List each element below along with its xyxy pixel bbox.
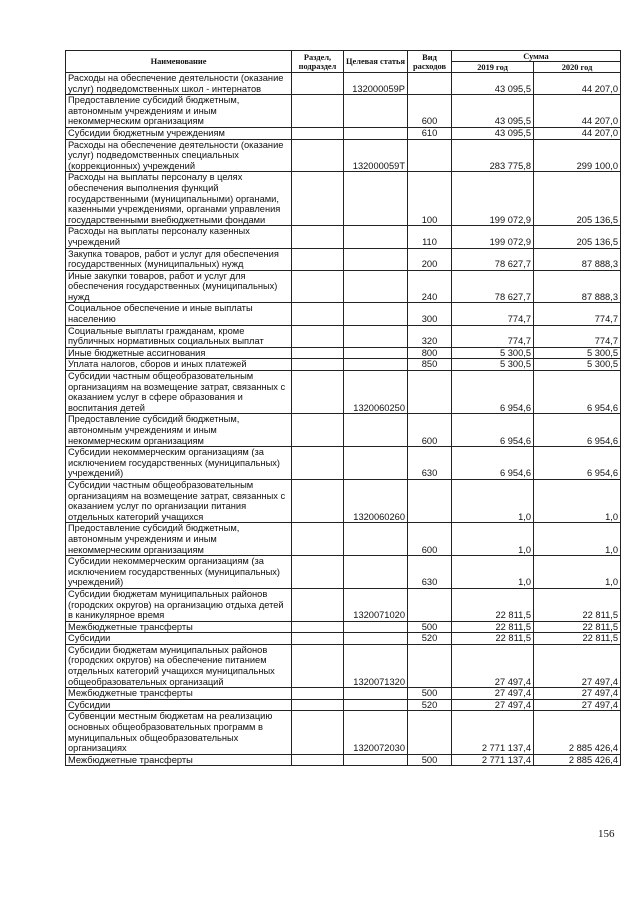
cell-razdel xyxy=(292,414,344,447)
cell-2019: 283 775,8 xyxy=(452,139,534,172)
cell-2020: 2 885 426,4 xyxy=(534,711,621,754)
cell-statya xyxy=(344,248,408,270)
cell-2019: 1,0 xyxy=(452,556,534,589)
cell-2020: 5 300,5 xyxy=(534,359,621,371)
cell-razdel xyxy=(292,371,344,414)
cell-name: Межбюджетные трансферты xyxy=(66,688,292,700)
budget-table xyxy=(65,50,621,766)
cell-statya xyxy=(344,447,408,480)
cell-statya xyxy=(344,414,408,447)
cell-name: Субсидии бюджетным учреждениям xyxy=(66,127,292,139)
cell-razdel xyxy=(292,73,344,95)
cell-razdel xyxy=(292,621,344,633)
cell-vid xyxy=(408,371,452,414)
cell-statya xyxy=(344,325,408,347)
cell-razdel xyxy=(292,139,344,172)
cell-2020: 44 207,0 xyxy=(534,73,621,95)
cell-2020: 5 300,5 xyxy=(534,347,621,359)
cell-name: Субсидии частным общеобразовательным организациям на возмещение затрат, связанных с оказанием услуг в сфере образования и воспитания детей xyxy=(66,371,292,414)
cell-2019: 78 627,7 xyxy=(452,270,534,303)
cell-2020: 205 136,5 xyxy=(534,172,621,226)
cell-statya xyxy=(344,347,408,359)
cell-name: Предоставление субсидий бюджетным, автономным учреждениям и иным некоммерческим организациям xyxy=(66,414,292,447)
cell-razdel xyxy=(292,95,344,128)
cell-razdel xyxy=(292,359,344,371)
cell-statya: 1320071320 xyxy=(344,644,408,687)
cell-vid: 520 xyxy=(408,699,452,711)
cell-statya: 1320060250 xyxy=(344,371,408,414)
cell-razdel xyxy=(292,688,344,700)
cell-2020: 1,0 xyxy=(534,523,621,556)
cell-name: Расходы на выплаты персоналу казенных учреждений xyxy=(66,226,292,248)
table-row xyxy=(66,73,621,95)
cell-2019: 2 771 137,4 xyxy=(452,754,534,766)
cell-razdel xyxy=(292,270,344,303)
cell-statya xyxy=(344,303,408,325)
cell-statya: 1320060260 xyxy=(344,479,408,522)
cell-2020: 27 497,4 xyxy=(534,688,621,700)
cell-vid: 100 xyxy=(408,172,452,226)
cell-2020: 87 888,3 xyxy=(534,270,621,303)
cell-name: Расходы на выплаты персоналу в целях обеспечения выполнения функций государственными (муниципальными) органами, казенными учреждениями, органами управления государственными внебюджетными фондами xyxy=(66,172,292,226)
table-row xyxy=(66,621,621,633)
cell-statya xyxy=(344,688,408,700)
cell-statya xyxy=(344,359,408,371)
cell-statya xyxy=(344,699,408,711)
cell-2020: 6 954,6 xyxy=(534,447,621,480)
cell-vid: 240 xyxy=(408,270,452,303)
table-row xyxy=(66,523,621,556)
cell-razdel xyxy=(292,754,344,766)
table-row xyxy=(66,754,621,766)
cell-razdel xyxy=(292,523,344,556)
table-row xyxy=(66,371,621,414)
cell-2020: 6 954,6 xyxy=(534,371,621,414)
cell-2019: 43 095,5 xyxy=(452,95,534,128)
cell-razdel xyxy=(292,347,344,359)
cell-2019: 22 811,5 xyxy=(452,588,534,621)
cell-name: Субсидии частным общеобразовательным организациям на возмещение затрат, связанных с оказанием услуг по организации питания отдельных категорий учащихся xyxy=(66,479,292,522)
table-row xyxy=(66,139,621,172)
cell-2020: 1,0 xyxy=(534,479,621,522)
cell-razdel xyxy=(292,325,344,347)
cell-2019: 2 771 137,4 xyxy=(452,711,534,754)
cell-name: Субсидии некоммерческим организациям (за исключением государственных (муниципальных) учреждений) xyxy=(66,556,292,589)
cell-2020: 1,0 xyxy=(534,556,621,589)
cell-statya: 1320071020 xyxy=(344,588,408,621)
cell-razdel xyxy=(292,479,344,522)
cell-vid: 500 xyxy=(408,621,452,633)
table-row xyxy=(66,95,621,128)
cell-name: Межбюджетные трансферты xyxy=(66,754,292,766)
cell-name: Расходы на обеспечение деятельности (оказание услуг) подведомственных школ - интернатов xyxy=(66,73,292,95)
cell-vid: 610 xyxy=(408,127,452,139)
cell-statya xyxy=(344,127,408,139)
cell-name: Закупка товаров, работ и услуг для обеспечения государственных (муниципальных) нужд xyxy=(66,248,292,270)
cell-2020: 44 207,0 xyxy=(534,95,621,128)
cell-2020: 774,7 xyxy=(534,303,621,325)
table-row xyxy=(66,127,621,139)
cell-statya xyxy=(344,523,408,556)
cell-2020: 22 811,5 xyxy=(534,588,621,621)
cell-vid: 600 xyxy=(408,414,452,447)
cell-name: Предоставление субсидий бюджетным, автономным учреждениям и иным некоммерческим организациям xyxy=(66,95,292,128)
cell-name: Иные бюджетные ассигнования xyxy=(66,347,292,359)
cell-razdel xyxy=(292,447,344,480)
cell-2019: 5 300,5 xyxy=(452,347,534,359)
table-row xyxy=(66,172,621,226)
cell-2020: 6 954,6 xyxy=(534,414,621,447)
table-row xyxy=(66,248,621,270)
cell-name: Субсидии xyxy=(66,699,292,711)
cell-2019: 6 954,6 xyxy=(452,414,534,447)
table-row xyxy=(66,325,621,347)
table-row xyxy=(66,556,621,589)
table-row xyxy=(66,303,621,325)
cell-2020: 205 136,5 xyxy=(534,226,621,248)
cell-vid: 320 xyxy=(408,325,452,347)
table-row xyxy=(66,699,621,711)
cell-vid: 850 xyxy=(408,359,452,371)
header-statya: Целевая статья xyxy=(344,51,408,73)
cell-2019: 774,7 xyxy=(452,325,534,347)
table-row xyxy=(66,447,621,480)
header-year-2020: 2020 год xyxy=(534,62,621,73)
cell-vid xyxy=(408,644,452,687)
cell-razdel xyxy=(292,226,344,248)
cell-statya xyxy=(344,172,408,226)
cell-vid: 520 xyxy=(408,633,452,645)
cell-2019: 1,0 xyxy=(452,523,534,556)
header-razdel: Раздел, подраздел xyxy=(292,51,344,73)
cell-name: Субсидии xyxy=(66,633,292,645)
cell-name: Уплата налогов, сборов и иных платежей xyxy=(66,359,292,371)
table-row xyxy=(66,226,621,248)
cell-2019: 22 811,5 xyxy=(452,621,534,633)
cell-name: Социальное обеспечение и иные выплаты населению xyxy=(66,303,292,325)
page-number: 156 xyxy=(598,828,615,840)
cell-vid: 630 xyxy=(408,447,452,480)
header-vid: Вид расходов xyxy=(408,51,452,73)
table-row xyxy=(66,479,621,522)
cell-2020: 22 811,5 xyxy=(534,621,621,633)
cell-2019: 27 497,4 xyxy=(452,699,534,711)
cell-2020: 27 497,4 xyxy=(534,644,621,687)
cell-statya xyxy=(344,754,408,766)
cell-vid: 300 xyxy=(408,303,452,325)
cell-vid xyxy=(408,73,452,95)
cell-statya: 132000059Т xyxy=(344,139,408,172)
cell-2020: 2 885 426,4 xyxy=(534,754,621,766)
cell-statya xyxy=(344,633,408,645)
cell-razdel xyxy=(292,588,344,621)
cell-statya: 132000059Р xyxy=(344,73,408,95)
cell-razdel xyxy=(292,172,344,226)
table-row xyxy=(66,347,621,359)
cell-2020: 87 888,3 xyxy=(534,248,621,270)
cell-2020: 299 100,0 xyxy=(534,139,621,172)
table-row xyxy=(66,688,621,700)
table-row xyxy=(66,711,621,754)
cell-2020: 27 497,4 xyxy=(534,699,621,711)
cell-name: Расходы на обеспечение деятельности (оказание услуг) подведомственных специальных (коррекционных) учреждений xyxy=(66,139,292,172)
cell-2019: 22 811,5 xyxy=(452,633,534,645)
table-row xyxy=(66,588,621,621)
cell-vid: 630 xyxy=(408,556,452,589)
cell-razdel xyxy=(292,556,344,589)
cell-2020: 22 811,5 xyxy=(534,633,621,645)
cell-razdel xyxy=(292,633,344,645)
table-row xyxy=(66,414,621,447)
cell-name: Субсидии некоммерческим организациям (за исключением государственных (муниципальных) учреждений) xyxy=(66,447,292,480)
cell-statya xyxy=(344,226,408,248)
cell-razdel xyxy=(292,644,344,687)
cell-razdel xyxy=(292,699,344,711)
cell-vid: 110 xyxy=(408,226,452,248)
cell-vid: 500 xyxy=(408,688,452,700)
table-body xyxy=(66,73,621,766)
cell-vid: 500 xyxy=(408,754,452,766)
cell-2019: 5 300,5 xyxy=(452,359,534,371)
cell-razdel xyxy=(292,248,344,270)
cell-statya xyxy=(344,95,408,128)
cell-2019: 774,7 xyxy=(452,303,534,325)
header-year-2019: 2019 год xyxy=(452,62,534,73)
cell-vid: 600 xyxy=(408,523,452,556)
cell-razdel xyxy=(292,127,344,139)
table-header xyxy=(66,51,621,73)
cell-name: Субсидии бюджетам муниципальных районов (городских округов) на обеспечение питанием отдельных категорий учащихся муниципальных общеобразовательных организаций xyxy=(66,644,292,687)
cell-vid xyxy=(408,711,452,754)
cell-name: Межбюджетные трансферты xyxy=(66,621,292,633)
cell-statya xyxy=(344,556,408,589)
table-row xyxy=(66,359,621,371)
table-row xyxy=(66,270,621,303)
cell-razdel xyxy=(292,303,344,325)
table-row xyxy=(66,644,621,687)
cell-2019: 199 072,9 xyxy=(452,172,534,226)
cell-2019: 1,0 xyxy=(452,479,534,522)
cell-2019: 6 954,6 xyxy=(452,447,534,480)
cell-2019: 27 497,4 xyxy=(452,688,534,700)
cell-vid: 200 xyxy=(408,248,452,270)
cell-vid xyxy=(408,479,452,522)
header-summa: Сумма xyxy=(452,51,621,62)
cell-name: Субсидии бюджетам муниципальных районов (городских округов) на организацию отдыха детей в каникулярное время xyxy=(66,588,292,621)
cell-2019: 27 497,4 xyxy=(452,644,534,687)
cell-2019: 6 954,6 xyxy=(452,371,534,414)
cell-name: Предоставление субсидий бюджетным, автономным учреждениям и иным некоммерческим организациям xyxy=(66,523,292,556)
cell-statya: 1320072030 xyxy=(344,711,408,754)
cell-2020: 774,7 xyxy=(534,325,621,347)
cell-name: Социальные выплаты гражданам, кроме публичных нормативных социальных выплат xyxy=(66,325,292,347)
cell-statya xyxy=(344,621,408,633)
cell-vid xyxy=(408,139,452,172)
cell-name: Иные закупки товаров, работ и услуг для обеспечения государственных (муниципальных) нужд xyxy=(66,270,292,303)
header-name: Наименование xyxy=(66,51,292,73)
cell-2020: 44 207,0 xyxy=(534,127,621,139)
cell-2019: 43 095,5 xyxy=(452,73,534,95)
cell-2019: 43 095,5 xyxy=(452,127,534,139)
table-row xyxy=(66,633,621,645)
cell-vid: 600 xyxy=(408,95,452,128)
cell-razdel xyxy=(292,711,344,754)
cell-vid: 800 xyxy=(408,347,452,359)
cell-2019: 199 072,9 xyxy=(452,226,534,248)
cell-2019: 78 627,7 xyxy=(452,248,534,270)
cell-statya xyxy=(344,270,408,303)
cell-vid xyxy=(408,588,452,621)
cell-name: Субвенции местным бюджетам на реализацию основных общеобразовательных программ в муниципальных общеобразовательных организациях xyxy=(66,711,292,754)
